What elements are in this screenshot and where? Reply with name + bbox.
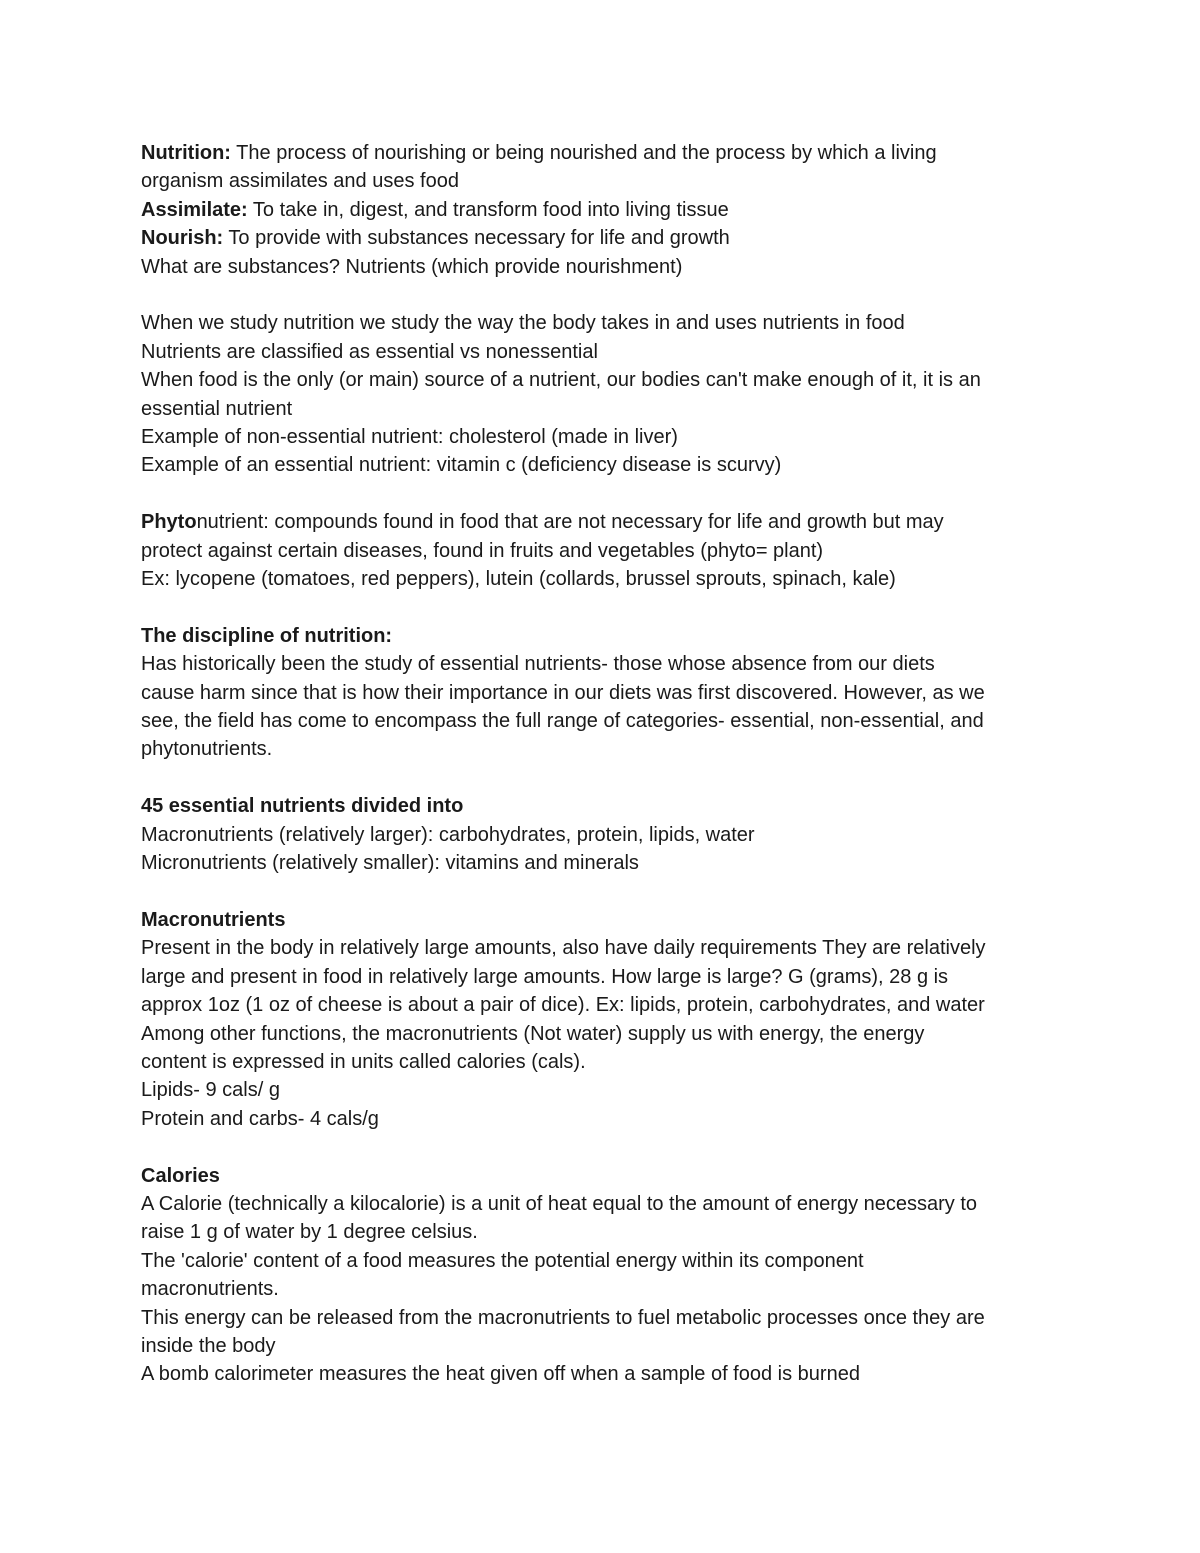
text-line: content is expressed in units called calories (cals). (141, 1050, 586, 1073)
text-line: What are substances? Nutrients (which provide nourishment) (141, 255, 683, 278)
term-nutrition: Nutrition: (141, 142, 231, 164)
text-line: Has historically been the study of essential nutrients- those whose absence from our diets (141, 653, 935, 676)
text-line: inside the body (141, 1334, 276, 1357)
text-line: The 'calorie' content of a food measures the potential energy within its component (141, 1249, 864, 1272)
definition-nutrition (141, 139, 1061, 167)
text-line: essential nutrient (141, 397, 293, 420)
text-line: approx 1oz (1 oz of cheese is about a pair of dice). Ex: lipids, protein, carbohydrates, and water (141, 994, 985, 1017)
paragraph-spacer (141, 593, 1061, 621)
text-line: Protein and carbs- 4 cals/g (141, 1107, 379, 1130)
text-line: phytonutrients. (141, 738, 273, 761)
paragraph-spacer (141, 281, 1061, 309)
definition-text: To provide with substances necessary for life and growth (223, 227, 730, 250)
text-line: Present in the body in relatively large amounts, also have daily requirements They are relatively (141, 937, 986, 960)
paragraph-spacer (141, 878, 1061, 906)
text-line: Among other functions, the macronutrients (Not water) supply us with energy, the energy (141, 1022, 925, 1045)
text-line: raise 1 g of water by 1 degree celsius. (141, 1221, 478, 1244)
text-line: Ex: lycopene (tomatoes, red peppers), lutein (collards, brussel sprouts, spinach, kale) (141, 568, 896, 591)
text-line: cause harm since that is how their importance in our diets was first discovered. However, as we (141, 681, 985, 704)
text-line: A Calorie (technically a kilocalorie) is a unit of heat equal to the amount of energy necessary to (141, 1192, 978, 1215)
paragraph-spacer (141, 480, 1061, 508)
definition-text: The process of nourishing or being nourished and the process by which a living (230, 142, 937, 164)
text-line: Nutrients are classified as essential vs nonessential (141, 340, 598, 363)
text-line: protect against certain diseases, found in fruits and vegetables (phyto= plant) (141, 539, 824, 562)
section-heading-discipline: The discipline of nutrition: (141, 624, 393, 647)
text-line: large and present in food in relatively large amounts. How large is large? G (grams), 28 g is (141, 965, 949, 988)
definition-nourish (141, 224, 1061, 252)
text-line: Micronutrients (relatively smaller): vitamins and minerals (141, 852, 639, 875)
section-heading-calories: Calories (141, 1164, 220, 1187)
text-line: macronutrients. (141, 1278, 279, 1301)
document-page (141, 139, 1061, 1389)
paragraph-spacer (141, 1133, 1061, 1161)
paragraph-spacer (141, 764, 1061, 792)
text-line: This energy can be released from the macronutrients to fuel metabolic processes once they are (141, 1306, 985, 1329)
text-line: Example of non-essential nutrient: cholesterol (made in liver) (141, 426, 678, 449)
text-line: see, the field has come to encompass the full range of categories- essential, non-essential, and (141, 710, 984, 733)
section-heading-macronutrients: Macronutrients (141, 908, 286, 931)
text-line: Macronutrients (relatively larger): carbohydrates, protein, lipids, water (141, 823, 755, 846)
text-line: When we study nutrition we study the way the body takes in and uses nutrients in food (141, 312, 905, 335)
text-line: organism assimilates and uses food (141, 170, 459, 193)
text-line: Lipids- 9 cals/ g (141, 1079, 280, 1102)
term-phyto: Phyto (141, 511, 197, 534)
definition-phytonutrient (141, 508, 1061, 536)
definition-text: To take in, digest, and transform food into living tissue (247, 198, 729, 221)
text-line: Example of an essential nutrient: vitamin c (deficiency disease is scurvy) (141, 454, 782, 477)
definition-text: nutrient: compounds found in food that are not necessary for life and growth but may (196, 511, 944, 534)
term-assimilate: Assimilate: (141, 198, 248, 221)
text-line: When food is the only (or main) source of a nutrient, our bodies can't make enough of it, it is an (141, 369, 981, 392)
text-line: A bomb calorimeter measures the heat given off when a sample of food is burned (141, 1363, 860, 1386)
term-nourish: Nourish: (141, 227, 224, 250)
definition-assimilate (141, 196, 1061, 224)
section-heading-essential-nutrients: 45 essential nutrients divided into (141, 795, 464, 818)
